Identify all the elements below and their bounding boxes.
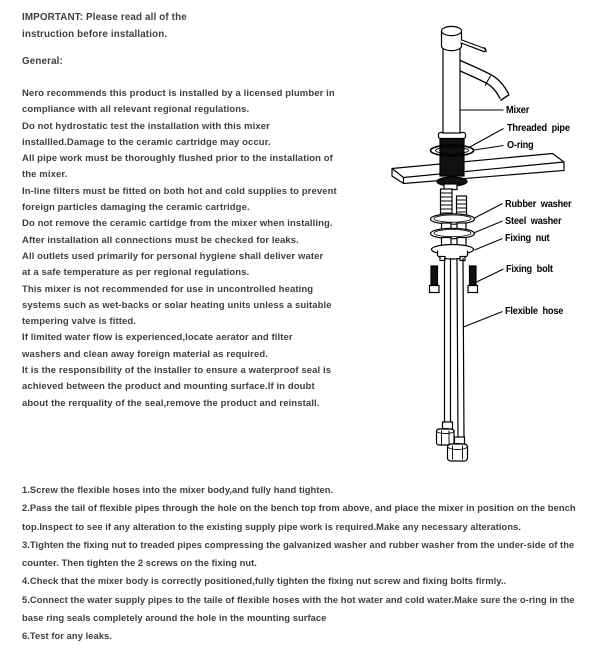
general-line: After installation all connections must be checked for leaks. bbox=[22, 234, 299, 246]
general-paragraph bbox=[22, 86, 337, 412]
general-line: achieved between the product and mounting surface.If in doubt bbox=[22, 381, 315, 393]
important-notice-line: instruction before installation. bbox=[22, 29, 168, 40]
rubber-washer bbox=[431, 214, 475, 224]
general-line: If limited water flow is experienced,locate aerator and filter bbox=[22, 332, 293, 344]
fixing-bolts bbox=[430, 266, 478, 293]
label-fixing-nut: Fixing nut bbox=[505, 233, 550, 244]
label-o-ring: O-ring bbox=[507, 140, 534, 151]
general-line: Nero recommends this product is installed by a licensed plumber in bbox=[22, 88, 335, 99]
step-6-line: 6.Test for any leaks. bbox=[22, 630, 112, 641]
installation-steps bbox=[22, 481, 576, 645]
label-flexible-hose: Flexible hose bbox=[505, 306, 564, 317]
step-1-line: 1.Screw the flexible hoses into the mixer body,and fully hand tighten. bbox=[22, 484, 334, 495]
general-line: at a safe temperature as per regional regulations. bbox=[22, 267, 250, 279]
steel-washer bbox=[431, 228, 475, 238]
general-line: washers and clean away foreign material as required. bbox=[22, 348, 268, 360]
general-line: Do not remove the ceramic cartidge from the mixer when installing. bbox=[22, 218, 333, 230]
step-3-line: 3.Tighten the fixing nut to treaded pipes compressing the galvanized washer and rubber washer from the under-side of the bbox=[22, 538, 575, 550]
label-steel-washer: Steel washer bbox=[505, 216, 562, 227]
step-2-line: 2.Pass the tail of flexible pipes through the hole on the bench top from above, and place the mixer in position on the bench bbox=[22, 502, 576, 514]
general-line: foreign particles damaging the ceramic cartridge. bbox=[22, 202, 250, 214]
general-line: All pipe work must be thoroughly flushed prior to the installation of bbox=[22, 153, 333, 165]
general-line: installled.Damage to the ceramic cartridge may occur. bbox=[22, 136, 271, 148]
general-line: about the rerquality of the seal,remove the product and reinstall. bbox=[22, 397, 320, 409]
fixing-nut bbox=[432, 245, 474, 261]
bench-top bbox=[392, 154, 564, 184]
general-heading: General: bbox=[22, 56, 63, 67]
general-line: All outlets used primarily for personal hygiene shall deliver water bbox=[22, 250, 324, 262]
label-rubber-washer: Rubber washer bbox=[505, 199, 572, 210]
general-line: the mixer. bbox=[22, 169, 68, 181]
mixer-body bbox=[442, 26, 462, 133]
general-line: Do not hydrostatic test the installation with this mixer bbox=[22, 120, 270, 132]
important-notice-line: IMPORTANT: Please read all of the bbox=[22, 12, 187, 23]
step-5-line: base ring seals completely around the hole in the mounting surface bbox=[22, 611, 327, 623]
general-line: In-line filters must be fitted on both hot and cold supplies to prevent bbox=[22, 185, 337, 197]
handle-lever bbox=[461, 41, 486, 52]
general-line: tempering valve is fitted. bbox=[22, 316, 136, 328]
hose-connectors bbox=[437, 422, 468, 461]
general-line: systems such as wet-backs or solar heating units unless a suitable bbox=[22, 299, 332, 311]
general-line: compliance with all relevant regional regulations. bbox=[22, 104, 250, 116]
general-line: It is the responsibility of the installer to ensure a waterproof seal is bbox=[22, 365, 332, 377]
step-4-line: 4.Check that the mixer body is correctly positioned,fully tighten the fixing nut screw and fixing bolts firmly.. bbox=[22, 575, 507, 587]
flexible-hoses bbox=[445, 258, 465, 439]
label-mixer: Mixer bbox=[506, 105, 530, 116]
step-5-line: 5.Connect the water supply pipes to the taile of flexible hoses with the hot water and cold water.Make sure the o-ring in the bbox=[22, 593, 575, 605]
threaded-tails bbox=[441, 189, 467, 216]
important-notice bbox=[22, 9, 187, 43]
threaded-pipe bbox=[440, 138, 464, 176]
general-line: This mixer is not recommended for use in uncontrolled heating bbox=[22, 283, 314, 295]
step-3-line: counter. Then tighten the 2 screws on the fixing nut. bbox=[22, 557, 257, 568]
step-2-line: top.Inspect to see if any alteration to the existing supply pipe work is required.Make any necessary alterations. bbox=[22, 520, 522, 532]
label-fixing-bolt: Fixing bolt bbox=[506, 264, 553, 275]
label-threaded-pipe: Threaded pipe bbox=[507, 123, 570, 134]
